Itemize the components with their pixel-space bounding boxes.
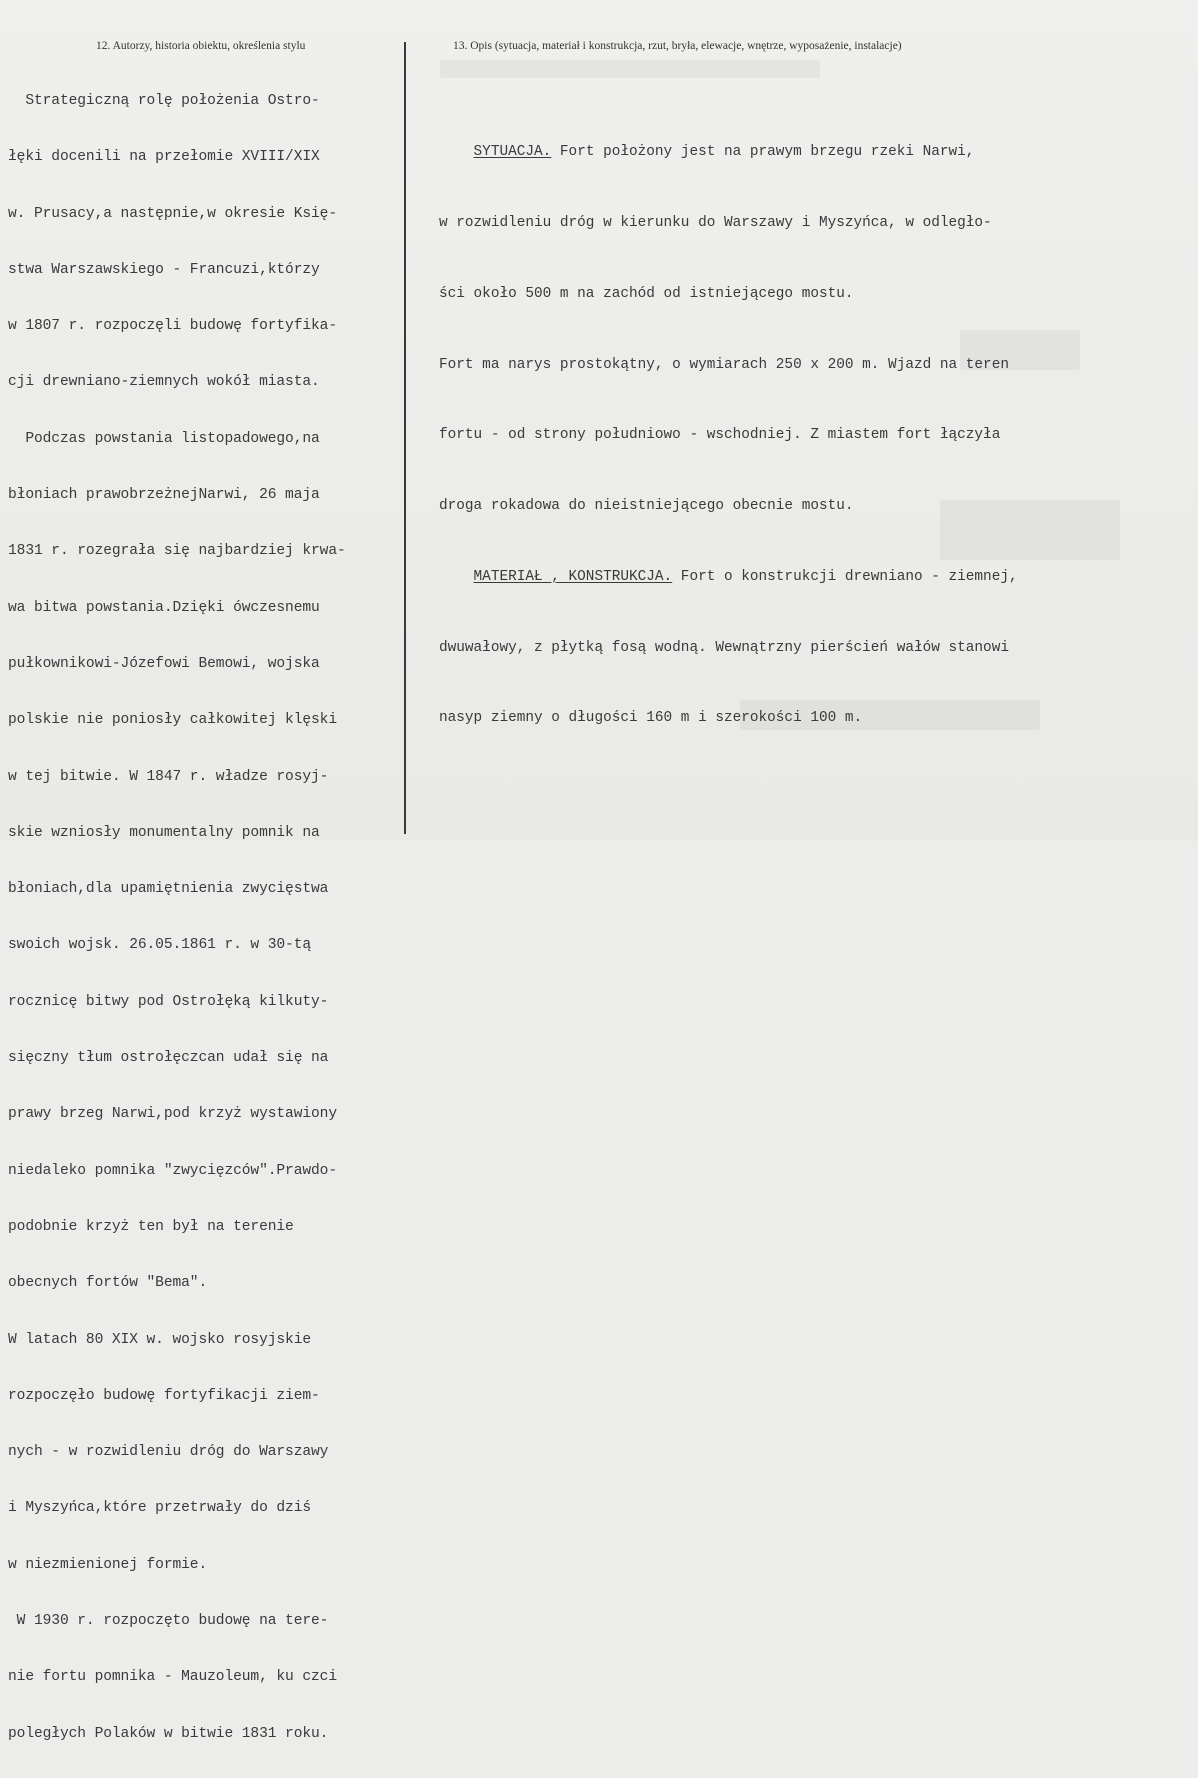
history-text-line: w 1807 r. rozpoczęli budowę fortyfika- bbox=[8, 318, 337, 335]
history-text-line: podobnie krzyż ten był na terenie bbox=[8, 1218, 294, 1235]
bleed-through-mark bbox=[440, 60, 820, 78]
history-text-line: stwa Warszawskiego - Francuzi,którzy bbox=[8, 261, 320, 278]
description-text-line: w rozwidleniu dróg w kierunku do Warszawy i Myszyńca, w odległo- bbox=[439, 214, 992, 231]
history-text-line: skie wzniosły monumentalny pomnik na bbox=[8, 824, 320, 841]
section-label-material-konstrukcja: MATERIAŁ , KONSTRUKCJA. bbox=[473, 568, 673, 585]
description-text-block bbox=[439, 94, 1018, 778]
history-text-line: błoniach,dla upamiętnienia zwycięstwa bbox=[8, 881, 329, 898]
history-text-line: nych - w rozwidleniu dróg do Warszawy bbox=[8, 1444, 329, 1461]
column-header-authors-history: 12. Autorzy, historia obiektu, określenia stylu bbox=[96, 40, 306, 52]
history-text-line: nie fortu pomnika - Mauzoleum, ku czci bbox=[8, 1669, 337, 1686]
history-text-block bbox=[8, 57, 346, 1778]
history-text-line: rocznicę bitwy pod Ostrołęką kilkuty- bbox=[8, 993, 329, 1010]
column-divider bbox=[404, 42, 406, 834]
description-text-line: nasyp ziemny o długości 160 m i szerokości 100 m. bbox=[439, 710, 863, 727]
description-text-segment: Fort o konstrukcji drewniano - ziemnej, bbox=[672, 568, 1018, 585]
history-text-line: w niezmienionej formie. bbox=[8, 1556, 208, 1573]
history-text-line: Podczas powstania listopadowego,na bbox=[8, 430, 320, 447]
history-text-line: w tej bitwie. W 1847 r. władze rosyj- bbox=[8, 768, 329, 785]
description-text-line bbox=[439, 566, 1018, 590]
history-text-line: 1831 r. rozegrała się najbardziej krwa- bbox=[8, 543, 346, 560]
description-text-line: droga rokadowa do nieistniejącego obecnie mostu. bbox=[439, 498, 854, 515]
history-text-line: prawy brzeg Narwi,pod krzyż wystawiony bbox=[8, 1106, 337, 1123]
history-text-line: błoniach prawobrzeżnejNarwi, 26 maja bbox=[8, 487, 320, 504]
history-text-line: i Myszyńca,które przetrwały do dziś bbox=[8, 1500, 312, 1517]
description-text-line: ści około 500 m na zachód od istniejącego mostu. bbox=[439, 285, 854, 302]
history-text-line: w. Prusacy,a następnie,w okresie Księ- bbox=[8, 205, 337, 222]
description-text-line: fortu - od strony południowo - wschodniej. Z miastem fort łączyła bbox=[439, 427, 1001, 444]
description-text-line: Fort ma narys prostokątny, o wymiarach 250 x 200 m. Wjazd na teren bbox=[439, 356, 1009, 373]
history-text-line: W latach 80 XIX w. wojsko rosyjskie bbox=[8, 1331, 312, 1348]
history-text-line: pułkownikowi-Józefowi Bemowi, wojska bbox=[8, 655, 320, 672]
history-text-line: cji drewniano-ziemnych wokół miasta. bbox=[8, 374, 320, 391]
history-text-line: niedaleko pomnika "zwycięzców".Prawdo- bbox=[8, 1162, 337, 1179]
description-text-segment: Fort położony jest na prawym brzegu rzeki Narwi, bbox=[551, 144, 975, 161]
history-text-line: wa bitwa powstania.Dzięki ówczesnemu bbox=[8, 599, 320, 616]
history-text-line: polskie nie poniosły całkowitej klęski bbox=[8, 712, 337, 729]
history-text-line: sięczny tłum ostrołęczcan udał się na bbox=[8, 1050, 329, 1067]
section-label-sytuacja: SYTUACJA. bbox=[473, 144, 552, 161]
history-text-line: rozpoczęło budowę fortyfikacji ziem- bbox=[8, 1387, 320, 1404]
history-text-line: W 1930 r. rozpoczęto budowę na tere- bbox=[8, 1613, 329, 1630]
history-text-line: obecnych fortów "Bema". bbox=[8, 1275, 208, 1292]
history-text-line: Strategiczną rolę położenia Ostro- bbox=[8, 93, 320, 109]
history-text-line: swoich wojsk. 26.05.1861 r. w 30-tą bbox=[8, 937, 312, 954]
description-text-line bbox=[439, 141, 1018, 165]
description-text-line: dwuwałowy, z płytką fosą wodną. Wewnątrzny pierścień wałów stanowi bbox=[439, 639, 1009, 656]
column-header-description: 13. Opis (sytuacja, materiał i konstrukcja, rzut, bryła, elewacje, wnętrze, wyposażenie, instalacje) bbox=[453, 40, 902, 52]
history-text-line: poległych Polaków w bitwie 1831 roku. bbox=[8, 1725, 329, 1742]
history-text-line: łęki docenili na przełomie XVIII/XIX bbox=[8, 149, 320, 166]
